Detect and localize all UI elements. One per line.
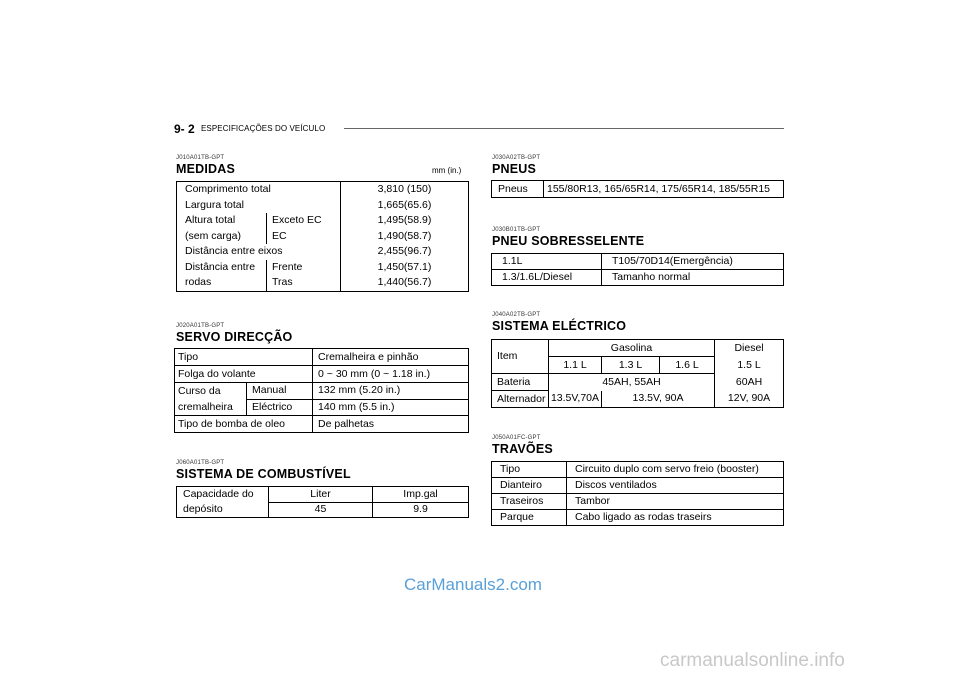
- combustivel-impgal-value: 9.9: [373, 502, 469, 518]
- electrico-alt-g23: 13.5V, 90A: [602, 391, 715, 408]
- medidas-value: 2,455(96.7): [341, 244, 469, 260]
- sobresselente-value: Tamanho normal: [602, 270, 784, 286]
- medidas-value: 1,490(58.7): [341, 229, 469, 245]
- combustivel-title: SISTEMA DE COMBUSTÍVEL: [176, 467, 351, 481]
- electrico-gas-1-1: 1.1 L: [549, 357, 602, 374]
- electrico-table: [491, 339, 784, 408]
- servo-sublabel: Eléctrico: [247, 399, 313, 416]
- pneus-value: 155/80R13, 165/65R14, 175/65R14, 185/55R15: [544, 181, 784, 198]
- medidas-label: Largura total: [185, 198, 244, 211]
- combustivel-liter-header: Liter: [269, 487, 373, 503]
- electrico-alternador-label: Alternador: [492, 391, 549, 408]
- medidas-value: 1,450(57.1): [341, 260, 469, 276]
- medidas-label: Altura total: [185, 214, 236, 227]
- combustivel-label: Capacidade do: [183, 488, 254, 500]
- electrico-gas-1-3: 1.3 L: [602, 357, 660, 374]
- medidas-label: Comprimento total: [185, 183, 271, 196]
- travoes-value: Tambor: [567, 494, 784, 510]
- travoes-label: Dianteiro: [492, 478, 567, 494]
- servo-label: Folga do volante: [175, 366, 313, 383]
- servo-label: Tipo de bomba de oleo: [175, 416, 313, 433]
- electrico-gasolina-header: Gasolina: [549, 340, 715, 357]
- travoes-value: Circuito duplo com servo freio (booster): [567, 462, 784, 478]
- medidas-value: 3,810 (150): [341, 182, 469, 198]
- servo-value: 0 ~ 30 mm (0 ~ 1.18 in.): [313, 366, 469, 383]
- medidas-sublabel: Frente: [267, 260, 341, 276]
- combustivel-table: [176, 486, 469, 518]
- travoes-table: [491, 461, 784, 526]
- combustivel-liter-value: 45: [269, 502, 373, 518]
- travoes-value: Discos ventilados: [567, 478, 784, 494]
- sobresselente-title: PNEU SOBRESSELENTE: [492, 234, 645, 248]
- medidas-sublabel: Tras: [267, 275, 341, 291]
- section-title: ESPECIFICAÇÕES DO VEÍCULO: [201, 124, 326, 133]
- servo-sublabel: Manual: [247, 383, 313, 400]
- medidas-title: MEDIDAS: [176, 162, 236, 176]
- electrico-bateria-label: Bateria: [492, 374, 549, 391]
- medidas-sublabel: EC: [267, 229, 341, 245]
- medidas-label: rodas: [185, 276, 212, 289]
- medidas-code: J010A01TB-GPT: [176, 155, 225, 161]
- travoes-code: J050A01FC-GPT: [492, 435, 541, 441]
- medidas-value: 1,665(65.6): [341, 198, 469, 214]
- carmanualsonline-watermark: carmanualsonline.info: [660, 650, 845, 671]
- medidas-value: 1,495(58.9): [341, 213, 469, 229]
- servo-code: J020A01TB-GPT: [176, 323, 225, 329]
- pneus-table: [491, 180, 784, 198]
- travoes-title: TRAVÕES: [492, 442, 553, 456]
- page-number: 9- 2: [174, 122, 195, 136]
- servo-table: [174, 348, 469, 433]
- servo-label: Tipo: [178, 350, 199, 363]
- servo-value: De palhetas: [313, 416, 469, 433]
- pneus-code: J030A02TB-GPT: [492, 155, 541, 161]
- medidas-label: Distância entre eixos: [185, 245, 283, 258]
- medidas-label: (sem carga): [185, 229, 242, 242]
- pneus-title: PNEUS: [492, 162, 537, 176]
- combustivel-label: depósito: [183, 503, 223, 515]
- electrico-title: SISTEMA ELÉCTRICO: [492, 319, 627, 333]
- travoes-label: Parque: [492, 510, 567, 526]
- medidas-sublabel: Exceto EC: [267, 213, 341, 229]
- sobresselente-table: [491, 253, 784, 286]
- servo-label: Curso da: [175, 383, 247, 400]
- sobresselente-value: T105/70D14(Emergência): [602, 254, 784, 270]
- electrico-alt-g1: 13.5V,70A: [549, 391, 602, 408]
- servo-title: SERVO DIRECÇÃO: [176, 330, 293, 344]
- combustivel-impgal-header: Imp.gal: [373, 487, 469, 503]
- medidas-unit: mm (in.): [432, 166, 462, 175]
- pneus-label: Pneus: [498, 182, 528, 195]
- electrico-gas-1-6: 1.6 L: [660, 357, 715, 374]
- sobresselente-label: 1.1L: [502, 255, 523, 267]
- servo-label: cremalheira: [178, 400, 233, 413]
- electrico-alt-diesel: 12V, 90A: [715, 391, 784, 408]
- sobresselente-code: J030B01TB-GPT: [492, 227, 541, 233]
- header-rule: [344, 128, 784, 129]
- travoes-label: Traseiros: [492, 494, 567, 510]
- servo-value: Cremalheira e pinhão: [313, 349, 469, 366]
- electrico-bateria-diesel: 60AH: [715, 374, 784, 391]
- electrico-item-label: Item: [497, 350, 518, 362]
- combustivel-code: J060A01TB-GPT: [176, 460, 225, 466]
- medidas-table: [176, 181, 469, 292]
- electrico-diesel-1-5: 1.5 L: [715, 357, 784, 374]
- servo-value: 140 mm (5.5 in.): [313, 399, 469, 416]
- medidas-label: Distância entre: [185, 260, 256, 273]
- medidas-value: 1,440(56.7): [341, 275, 469, 291]
- carmanuals2-watermark[interactable]: CarManuals2.com: [404, 575, 542, 594]
- travoes-label: Tipo: [500, 463, 521, 475]
- electrico-diesel-header: Diesel: [715, 340, 784, 357]
- travoes-value: Cabo ligado as rodas traseirs: [567, 510, 784, 526]
- servo-value: 132 mm (5.20 in.): [313, 383, 469, 400]
- electrico-code: J040A02TB-GPT: [492, 312, 541, 318]
- electrico-bateria-gas: 45AH, 55AH: [549, 374, 715, 391]
- sobresselente-label: 1.3/1.6L/Diesel: [492, 270, 602, 286]
